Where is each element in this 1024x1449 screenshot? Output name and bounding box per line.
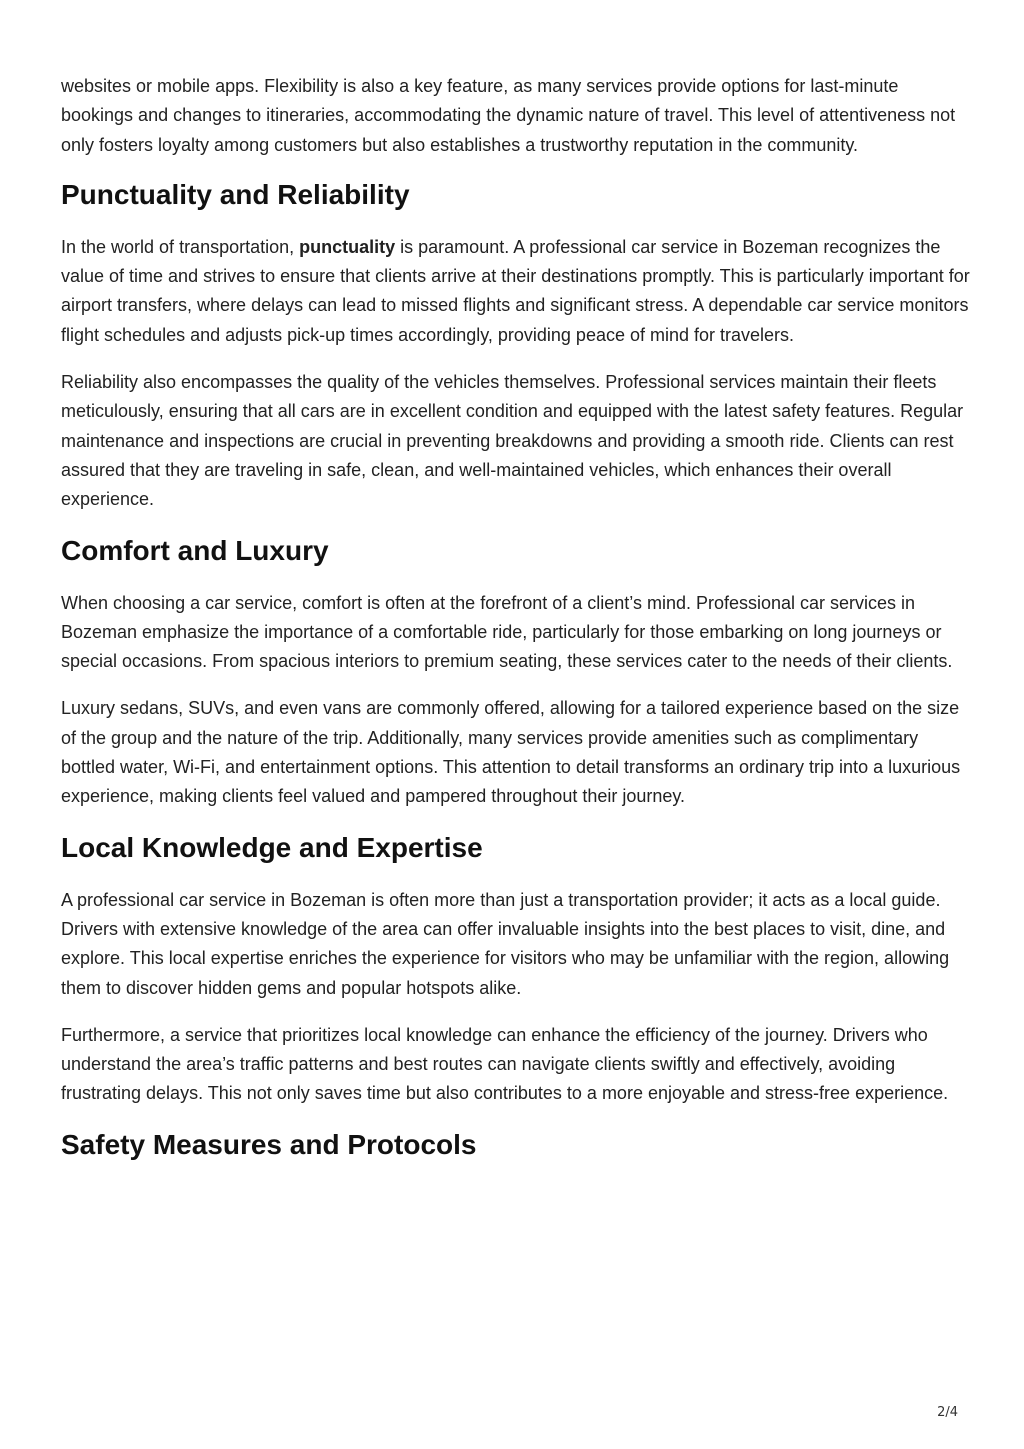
paragraph: Furthermore, a service that prioritizes local knowledge can enhance the efficiency of the journey. Drivers who understand the area’s traffic patterns and best routes can navigate clients swiftly and effectively, avoiding frustrating delays. This not only saves time but also contributes to a more enjoyable and stress-free experience. (61, 1024, 949, 1104)
paragraph: Reliability also encompasses the quality of the vehicles themselves. Professional services maintain their fleets meticulously, ensuring that all cars are in excellent condition and equipped with the latest safety features. Regular maintenance and inspections are crucial in preventing breakdowns and providing a smooth ride. Clients can rest assured that they are traveling in safe, clean, and well-maintained vehicles, which enhances their overall experience. (61, 372, 964, 510)
paragraph-text: In the world of transportation, (61, 236, 300, 257)
section-heading: Punctuality and Reliability (61, 178, 410, 210)
section-safety-measures (61, 1128, 971, 1162)
paragraph (61, 233, 971, 350)
document-page (61, 72, 971, 1162)
section-heading: Comfort and Luxury (61, 534, 329, 566)
paragraph: Luxury sedans, SUVs, and even vans are commonly offered, allowing for a tailored experience based on the size of the group and the nature of the trip. Additionally, many services provide amenities such as complimentary bottled water, Wi-Fi, and entertainment options. This attention to detail transforms an ordinary trip into a luxurious experience, making clients feel valued and pampered throughout their journey. (61, 698, 961, 807)
section-comfort-luxury (61, 534, 971, 812)
bold-term: punctuality (299, 236, 396, 257)
section-heading: Local Knowledge and Expertise (61, 831, 483, 863)
paragraph-text: is paramount. A professional car service in Bozeman recognizes the value of time and strives to ensure that clients arrive at their destinations promptly. This is particularly important for airport transfers, where delays can lead to missed flights and significant stress. A dependable car service monitors flight schedules and adjusts pick-up times accordingly, providing peace of mind for travelers. (61, 236, 970, 345)
section-local-knowledge (61, 831, 971, 1109)
section-punctuality-reliability (61, 178, 971, 515)
paragraph: A professional car service in Bozeman is often more than just a transportation provider; it acts as a local guide. Drivers with extensive knowledge of the area can offer invaluable insights into the best places to visit, dine, and explore. This local expertise enriches the experience for visitors who may be unfamiliar with the region, allowing them to discover hidden gems and popular hotspots alike. (61, 889, 950, 998)
intro-paragraph: websites or mobile apps. Flexibility is also a key feature, as many services provide options for last-minute bookings and changes to itineraries, accommodating the dynamic nature of travel. This level of attentiveness not only fosters loyalty among customers but also establishes a trustworthy reputation in the community. (61, 76, 956, 155)
section-heading: Safety Measures and Protocols (61, 1128, 477, 1160)
paragraph: When choosing a car service, comfort is often at the forefront of a client’s mind. Professional car services in Bozeman emphasize the importance of a comfortable ride, particularly for those embarking on long journeys or special occasions. From spacious interiors to premium seating, these services cater to the needs of their clients. (61, 592, 953, 672)
page-number: 2/4 (937, 1405, 958, 1420)
